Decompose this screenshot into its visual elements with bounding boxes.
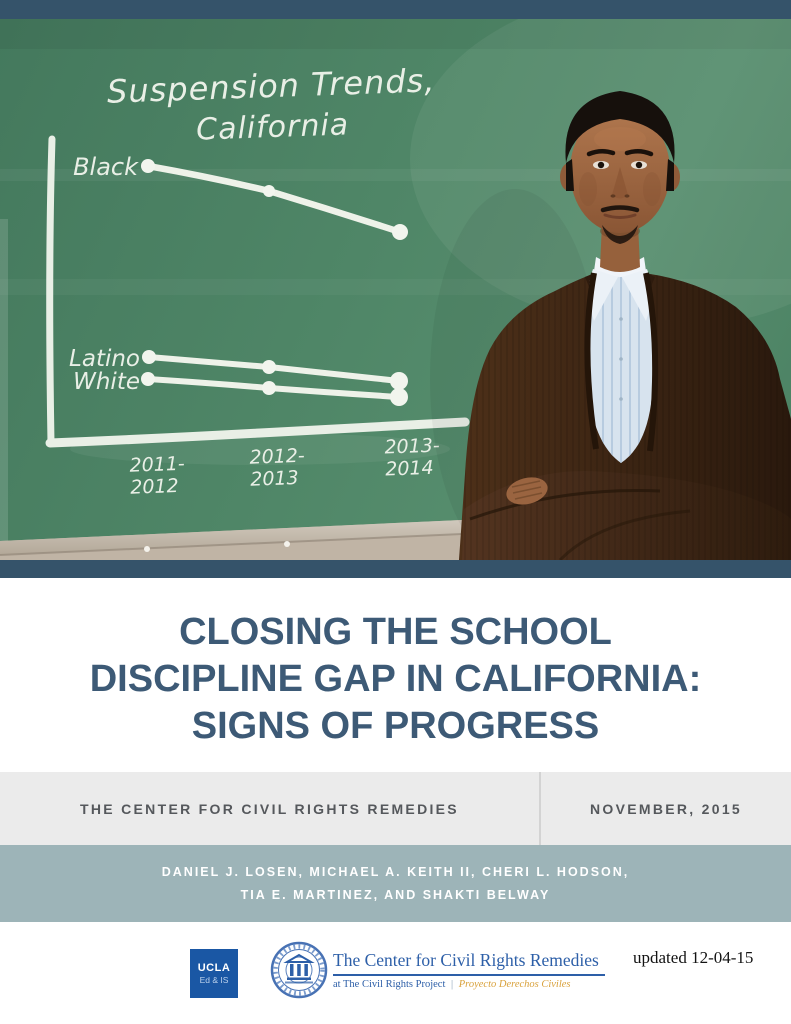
svg-text:2012: 2012	[129, 475, 180, 499]
ccrr-subtitle-english: at The Civil Rights Project	[333, 979, 446, 990]
svg-text:2014: 2014	[384, 456, 435, 481]
x-tick-2013-2014: 2013-	[384, 434, 441, 459]
data-point	[392, 224, 408, 240]
ucla-ed-is-logo	[190, 949, 238, 998]
chalk-piece	[284, 541, 290, 547]
ucla-ed-is-text: Ed & IS	[199, 974, 229, 985]
data-point	[262, 360, 276, 374]
data-point	[390, 388, 408, 406]
data-point	[141, 372, 155, 386]
ucla-logo-text: UCLA	[197, 961, 231, 974]
svg-text:2013: 2013	[249, 467, 300, 491]
board-left-edge-glow	[0, 219, 8, 549]
series-label-white: White	[73, 369, 140, 395]
report-title-line-3: SIGNS OF PROGRESS	[191, 705, 600, 747]
civil-rights-project-seal-icon	[270, 941, 328, 999]
footer	[0, 922, 791, 1024]
ccrr-wordmark	[333, 950, 613, 990]
top-accent-bar	[0, 0, 791, 19]
series-label-black: Black	[73, 153, 138, 181]
ccrr-divider-rule	[333, 974, 605, 976]
series-label-latino: Latino	[69, 346, 140, 372]
chart-y-axis	[50, 139, 52, 443]
data-point	[141, 159, 155, 173]
data-point	[142, 350, 156, 364]
x-tick-2012-2013: 2012-	[249, 444, 306, 469]
chalk-piece	[144, 546, 150, 552]
board-title	[106, 61, 437, 150]
authors-band	[0, 845, 791, 922]
x-tick-2011-2012: 2011-	[129, 452, 186, 477]
mustache	[603, 208, 637, 211]
publication-date-cell	[541, 772, 791, 845]
series-black	[73, 153, 408, 240]
photo-bottom-accent-bar	[0, 560, 791, 578]
ccrr-subtitle-separator: |	[451, 979, 454, 990]
authors-line-1: DANIEL J. LOSEN, MICHAEL A. KEITH II, CHERI L. HODSON,	[161, 864, 630, 879]
data-point	[390, 372, 408, 390]
ccrr-name: The Center for Civil Rights Remedies	[333, 950, 599, 970]
data-point	[262, 381, 276, 395]
authors-line-2: TIA E. MARTINEZ, AND SHAKTI BELWAY	[240, 887, 551, 902]
ccrr-subtitle	[333, 979, 613, 990]
cover-photo	[0, 19, 791, 560]
report-title-line-2: DISCIPLINE GAP IN CALIFORNIA:	[89, 658, 702, 700]
org-name-label: THE CENTER FOR CIVIL RIGHTS REMEDIES	[80, 800, 459, 817]
board-title-line-2: California	[195, 107, 350, 148]
title-block	[0, 578, 791, 772]
publication-date-label: NOVEMBER, 2015	[589, 800, 743, 817]
meta-band	[0, 772, 791, 845]
updated-date: updated 12-04-15	[633, 948, 754, 967]
report-title-line-1: CLOSING THE SCHOOL	[179, 611, 612, 653]
chalkboard-scene	[0, 19, 791, 560]
data-point	[263, 185, 275, 197]
ccrr-subtitle-spanish: Proyecto Derechos Civiles	[458, 979, 571, 990]
org-name-cell	[0, 772, 539, 845]
board-title-line-1: Suspension Trends,	[106, 61, 437, 111]
